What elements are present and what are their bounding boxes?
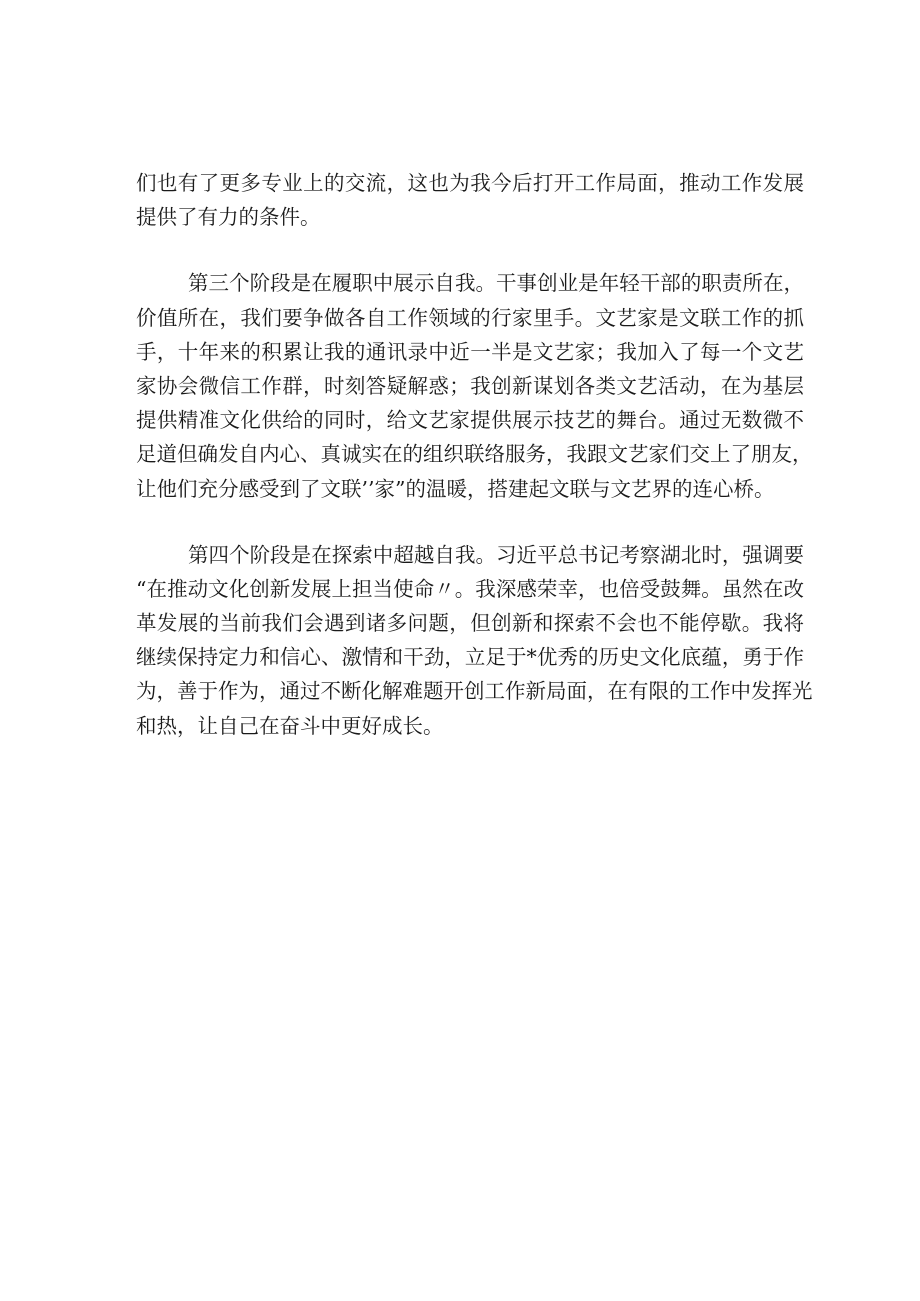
text-line: 们也有了更多专业上的交流，这也为我今后打开工作局面，推动工作发展 xyxy=(136,171,804,195)
text-line: 为，善于作为，通过不断化解难题开创工作新局面，在有限的工作中发挥光 xyxy=(136,679,813,704)
paragraph-2 xyxy=(136,266,813,505)
document-body xyxy=(136,166,813,775)
text-line: 足道但确发自内心、真诚实在的组织联络服务，我跟文艺家们交上了朋友， xyxy=(136,442,813,467)
text-line: 手，十年来的积累让我的通讯录中近一半是文艺家；我加入了每一个文艺 xyxy=(136,339,804,364)
paragraph-3 xyxy=(136,538,813,743)
text-line: 革发展的当前我们会遇到诸多问题，但创新和探索不会也不能停歇。我将 xyxy=(136,611,804,636)
text-line: 第四个阶段是在探索中超越自我。习近平总书记考察湖北时，强调要 xyxy=(188,542,804,567)
text-line: “在推动文化创新发展上担当使命〃。我深感荣幸，也倍受鼓舞。虽然在改 xyxy=(136,576,804,601)
text-line: 价值所在，我们要争做各自工作领域的行家里手。文艺家是文联工作的抓 xyxy=(136,305,804,330)
text-line: 和热，让自己在奋斗中更好成长。 xyxy=(136,713,444,738)
text-line: 提供精准文化供给的同时，给文艺家提供展示技艺的舞台。通过无数微不 xyxy=(136,408,804,433)
text-line: 家协会微信工作群，时刻答疑解惑；我创新谋划各类文艺活动，在为基层 xyxy=(136,373,804,398)
text-line: 继续保持定力和信心、激情和干劲，立足于*优秀的历史文化底蕴，勇于作 xyxy=(136,645,804,670)
paragraph-1 xyxy=(136,166,804,234)
text-line: 第三个阶段是在履职中展示自我。干事创业是年轻干部的职责所在， xyxy=(188,271,804,296)
text-line: 让他们充分感受到了文联’’家”的温暖，搭建起文联与文艺界的连心桥。 xyxy=(136,476,775,501)
text-line: 提供了有力的条件。 xyxy=(136,205,321,230)
